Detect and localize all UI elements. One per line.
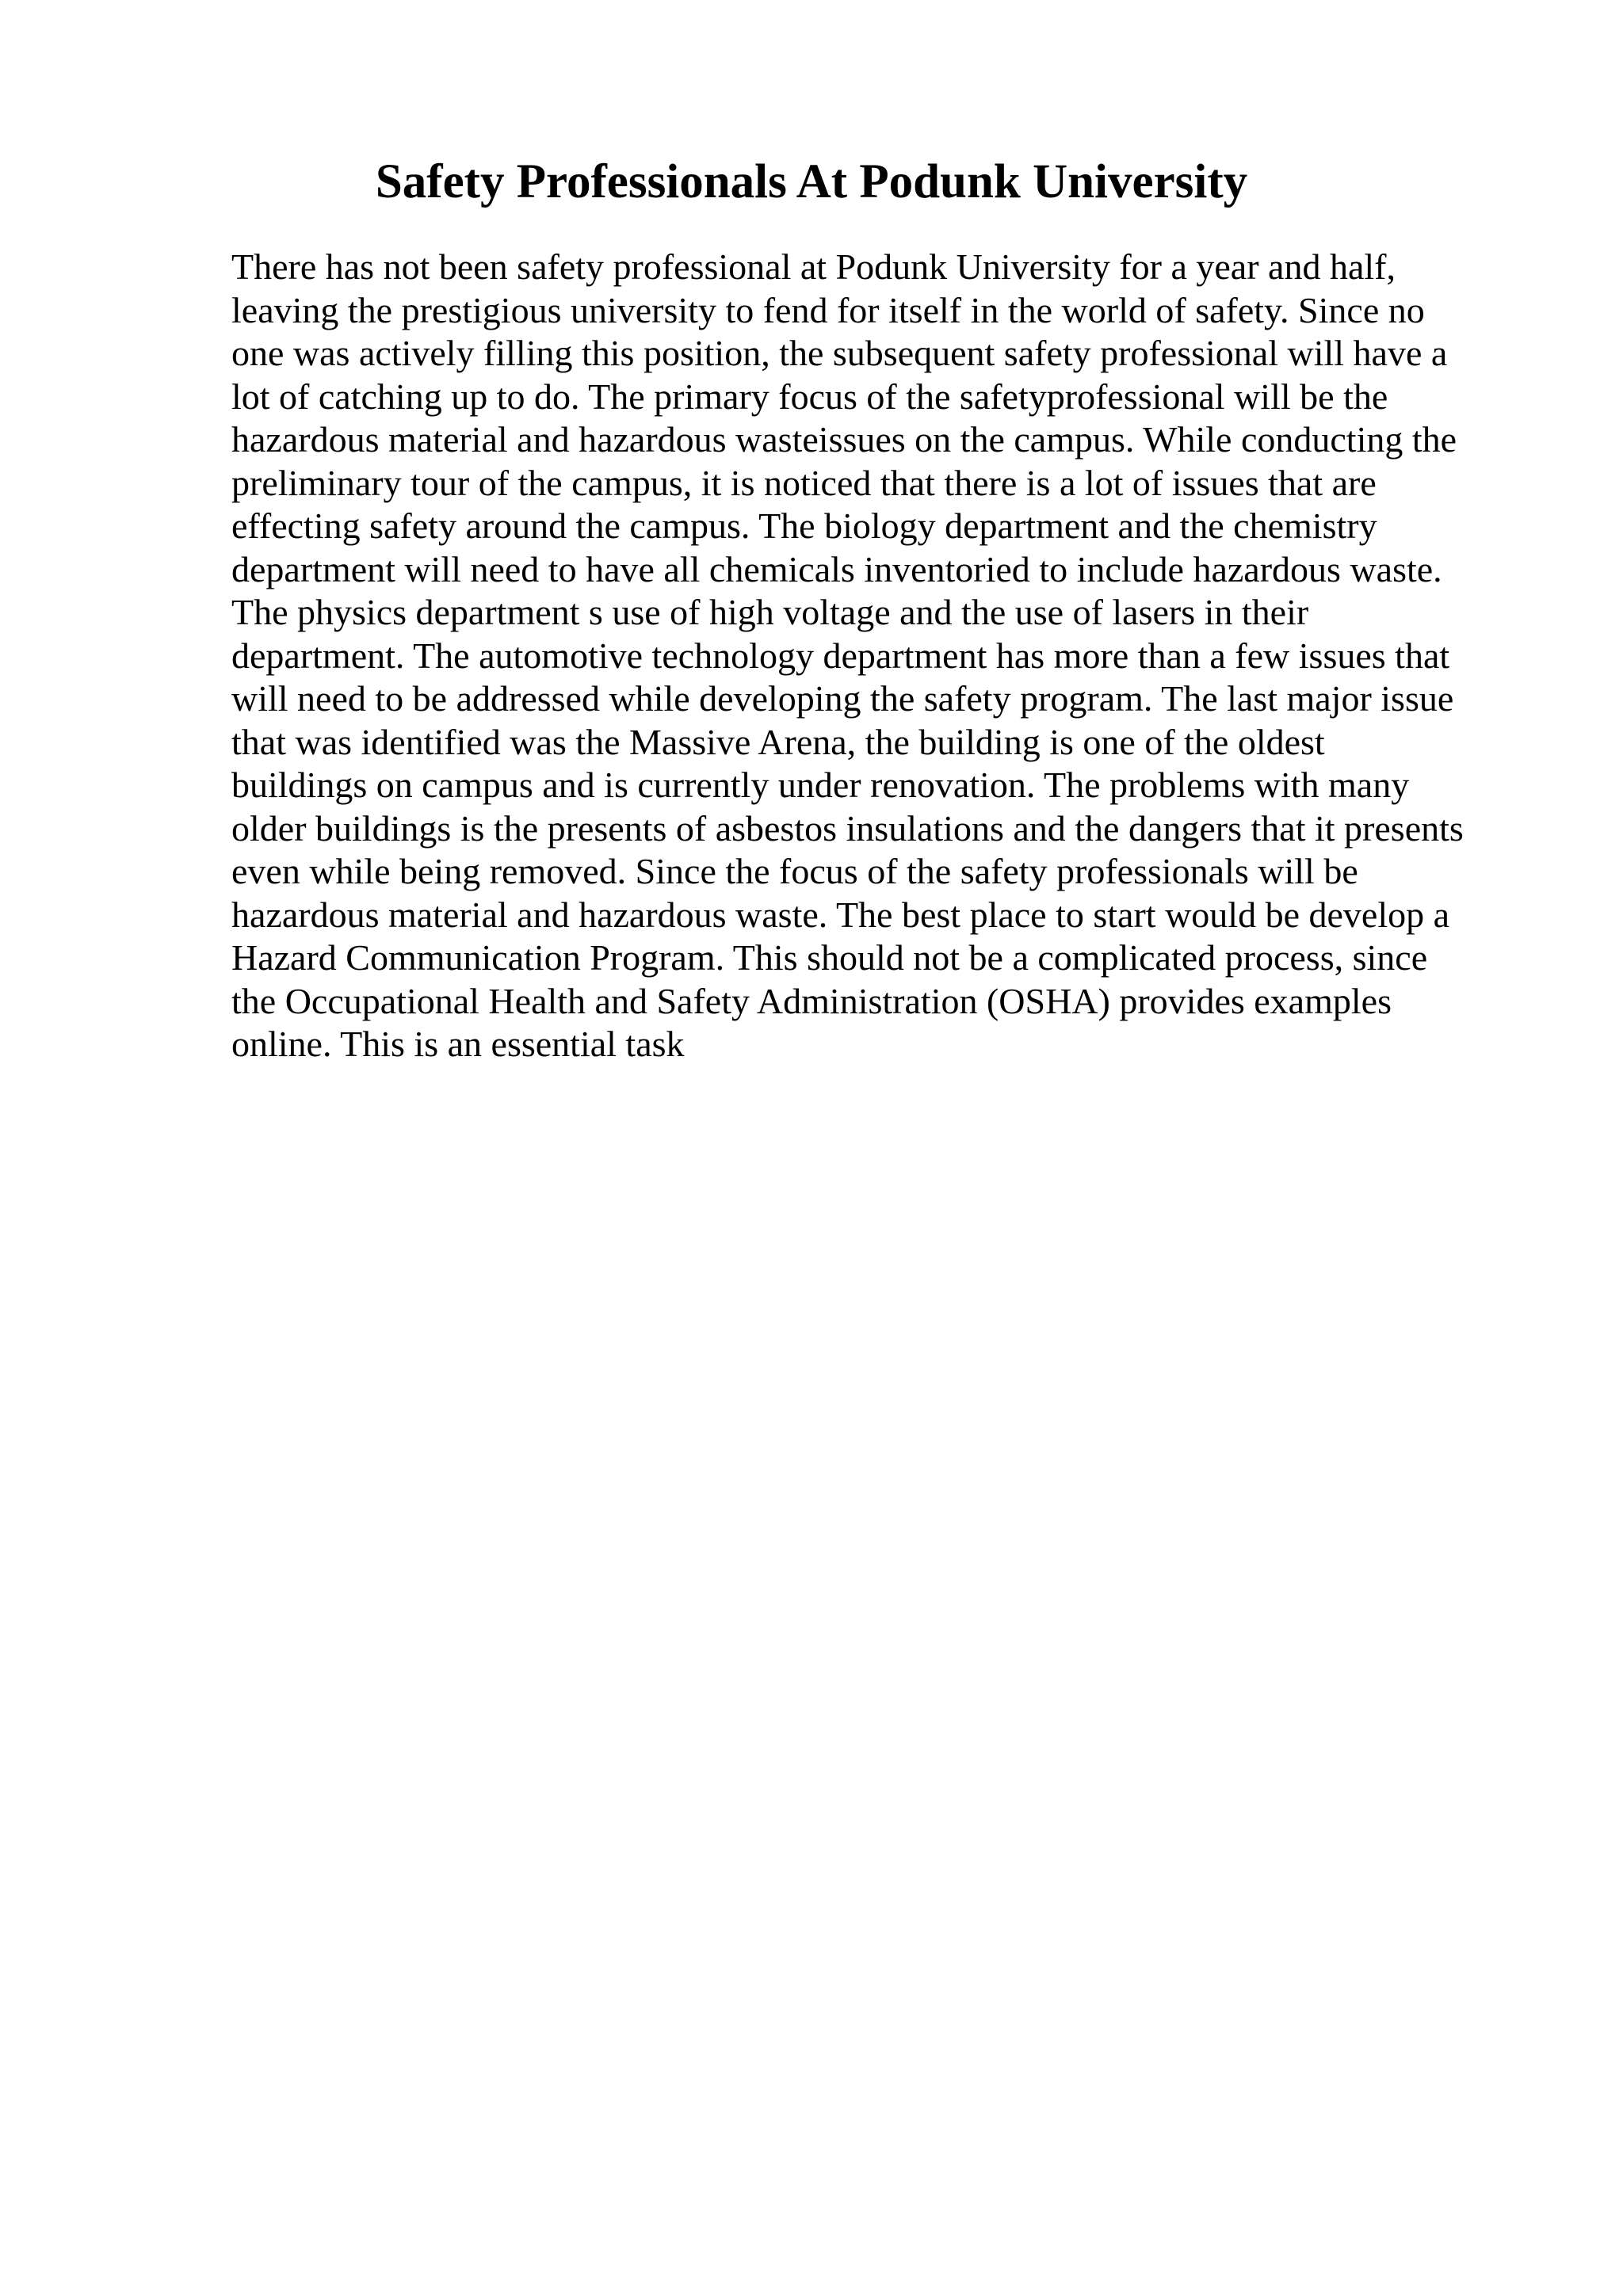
paragraph-line: will need to be addressed while developing the safety program. The last major issue: [231, 678, 1454, 719]
paragraph-line: leaving the prestigious university to fend for itself in the world of safety. Since no: [231, 289, 1425, 330]
document-title: Safety Professionals At Podunk University: [375, 155, 1248, 208]
paragraph-line: The physics department s use of high voltage and the use of lasers in their: [231, 592, 1309, 632]
paragraph-line: the Occupational Health and Safety Administration (OSHA) provides examples: [231, 980, 1392, 1021]
paragraph-line: hazardous material and hazardous wasteissues on the campus. While conducting the: [231, 419, 1457, 460]
paragraph-line: older buildings is the presents of asbestos insulations and the dangers that it presents: [231, 807, 1464, 849]
paragraph-line: that was identified was the Massive Arena, the building is one of the oldest: [231, 721, 1325, 762]
paragraph-line: lot of catching up to do. The primary focus of the safetyprofessional will be the: [231, 376, 1388, 417]
paragraph-line: one was actively filling this position, the subsequent safety professional will have a: [231, 333, 1448, 373]
paragraph-line: department. The automotive technology department has more than a few issues that: [231, 635, 1450, 676]
paragraph-line: hazardous material and hazardous waste. The best place to start would be develop a: [231, 894, 1450, 935]
body-paragraph: [231, 246, 1515, 1066]
paragraph-line: even while being removed. Since the focus of the safety professionals will be: [231, 851, 1358, 891]
paragraph-line: There has not been safety professional at Podunk University for a year and half,: [231, 246, 1396, 287]
paragraph-line: Hazard Communication Program. This should not be a complicated process, since: [231, 937, 1428, 978]
paragraph-line: department will need to have all chemicals inventoried to include hazardous waste.: [231, 548, 1442, 589]
paragraph-line: online. This is an essential task: [231, 1024, 685, 1064]
paragraph-line: effecting safety around the campus. The biology department and the chemistry: [231, 505, 1377, 546]
paragraph-line: buildings on campus and is currently under renovation. The problems with many: [231, 765, 1410, 805]
paragraph-line: preliminary tour of the campus, it is noticed that there is a lot of issues that are: [231, 462, 1377, 503]
